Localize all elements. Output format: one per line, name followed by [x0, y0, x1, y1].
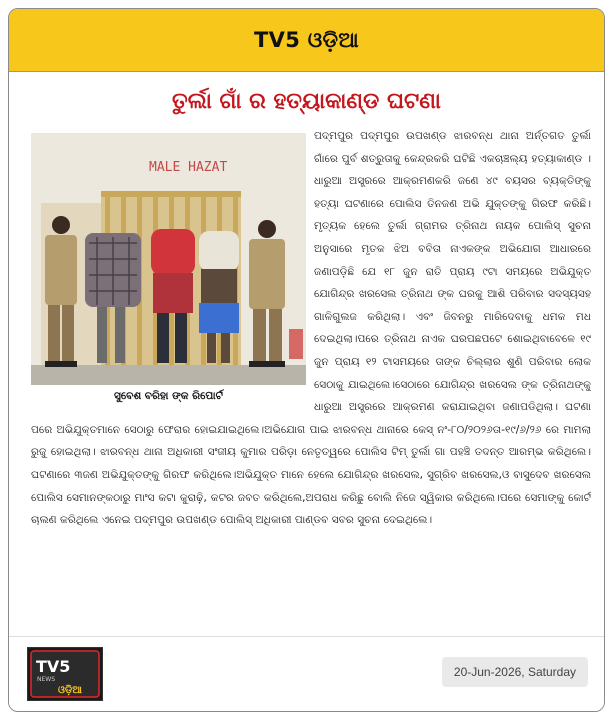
footer	[9, 636, 604, 711]
article-headline: ତୁର୍ଲା ଗାଁ ର ହତ୍ୟାକାଣ୍ଡ ଘଟଣା	[172, 89, 441, 114]
photo-sign-text: MALE HAZAT	[149, 160, 228, 175]
article-body: ପଦ୍ମପୁର ପଦ୍ମପୁର ଉପଖଣ୍ଡ ଝାରବନ୍ଧ ଥାନା ଅର୍ନ୍ତଗତ ତୁର୍ଲା ଗାଁରେ ପୁର୍ବ ଶତ୍ରୁତାକୁ କେନ୍ଦ୍ରକରି ଘଟିଛି ଏକଚାଞ୍ଚଲ୍ୟ ହତ୍ୟାକାଣ୍ଡ । ଧାରୁଆ ଅସ୍ତ୍ରରେ ଆକ୍ରମଣକରି ଜଣେ ୪୯ ବୟସର ବ୍ୟକ୍ତିଙ୍କୁ ହତ୍ୟା ଘଟଣାରେ ପୋଲିସ ତିନଜଣ ଅଭି ଯୁକ୍ତଙ୍କୁ ଗିରଫ କରିଛି।ମୃତ୍ୟକ ହେଲେ ତୁର୍ଲା ଗ୍ରାମର ତ୍ରିନାଥ ନାୟକ ପୋଲିସ୍ ସୁଚନା ଅନୁସାରେ ମୃତକ ଝିଅ ବବିତା ନାଏକଙ୍କ ଅଭିଯୋଗ ଆଧାରରେ ଜଣାପଡ଼ିଛି ଯେ ୧୮ ଜୁନ ରାତି ପ୍ରାୟ ୯ଟା ସମୟରେ ଅଭିଯୁକ୍ତ ଯୋଗିନ୍ଦ୍ର ଖରସେଲ ତ୍ରିନାଥ ଙ୍କ ଘରକୁ ଆଶି ପରିବାର ସଦସ୍ୟସହ ଗାଳିଗୁଲଜ କରିଥିଲା। ଏବଂ ଜିବନରୁ ମାରିଦେବାକୁ ଧମକ ମଧ ଦେଇଥିଲା।ପରେ ତ୍ରିନାଥ ନାଏକ ଘରପଛପଟେ ଶୋଇଥିବାବେଳେ ୧୯ ଜୁନ ପ୍ରାୟ ୧୨ ଟାସମୟରେ ତାଙ୍କ ଚିଲ୍ଲାର ଶୁଣି ପରିବାର ଲୋକ ସେଠାକୁ ଯାଇଥିଲେ।ସେଠାରେ ଯୋଗିନ୍ଦ୍ର ଖରସେଲ ଙ୍କ ତ୍ରିନାଥଙ୍କୁ ଧାରୁଆ ଅସ୍ତ୍ରରେ ଆକ୍ରମଣ କରାଯାଇଥିବା ଜଣାପଡିଥିଲା। ଘଟଣା ପରେ ଅଭିଯୁକ୍ତମାନେ ସେଠାରୁ ଫେରାର ହୋଇଯାଇଥିଲେ।ଅଭିଯୋଗ ପାଇ ଝାରବନ୍ଧ ଥାନାରେ କେସ୍ ନଂ-୮୦/୨୦୨୬ତା-୧୯/୬/୨୬ ରେ ମାମଲା ରୁଜୁ ହୋଇଥିଲା। ଝାରବନ୍ଧ ଥାନା ଅଧିକାରୀ ସଂଜୀୟ କୁମାର ପରିଡ଼ା ନେତୃତ୍ୱରେ ପୋଲିସ ଟିମ୍ ତୁର୍ଲା ଗା ପହଞ୍ଚି ତଦନ୍ତ ଆରମ୍ଭ କରିଥିଲେ। ଘଟଣାରେ ୩ଜଣ ଅଭିଯୁକ୍ତଙ୍କୁ ଗିରଫ କରିଥିଲେ।ଅଭିଯୁକ୍ତ ମାନେ ହେଲେ ଯୋଗିନ୍ଦ୍ର ଖରସେଲ, ସୁଗ୍ରିବ ଖରସେଲ,ଓ ବାସୁଦେବ ଖରସେଲ ପୋଲିସ ସେମାନଙ୍କଠାରୁ ମାଂସ କଟା କୁରାଢ଼ି, କଟର ଜବତ କରିଥିଲେ,ଅପରାଧ କରିଛୁ ବୋଲି ନିଜେ ସ୍ୱିକାର କରିଥିଲେ।ପରେ ସେମାଙ୍କୁ କୋର୍ଟ ଚାଲଣ କରିଥିଲେ ଏନେଇ ପଦ୍ମପୁର ଉପଖଣ୍ଡ ପୋଲିସ୍ ଅଧିକାରୀ ପାଣ୍ଡବ ସବର ସୁଚନା ଦେଇଥିଲେ।	[31, 130, 591, 527]
logo-sub-text: NEWS	[37, 676, 56, 683]
tv5-logo	[27, 647, 103, 701]
brand-title: TV5 ଓଡ଼ିଆ	[254, 27, 359, 52]
tv5-logo-graphic	[28, 648, 102, 700]
news-card	[8, 8, 605, 712]
police-station-photo	[31, 133, 306, 385]
photo-caption: ସୁବେଶ ବରିହା ଙ୍କ ରିପୋର୍ଟ	[31, 385, 306, 407]
article-photo	[31, 133, 306, 385]
header-bar	[9, 9, 604, 72]
date-badge: 20-Jun-2026, Saturday	[442, 657, 588, 687]
logo-script-text: ଓଡ଼ିଆ	[58, 685, 82, 696]
logo-top-text: TV5	[36, 657, 71, 676]
